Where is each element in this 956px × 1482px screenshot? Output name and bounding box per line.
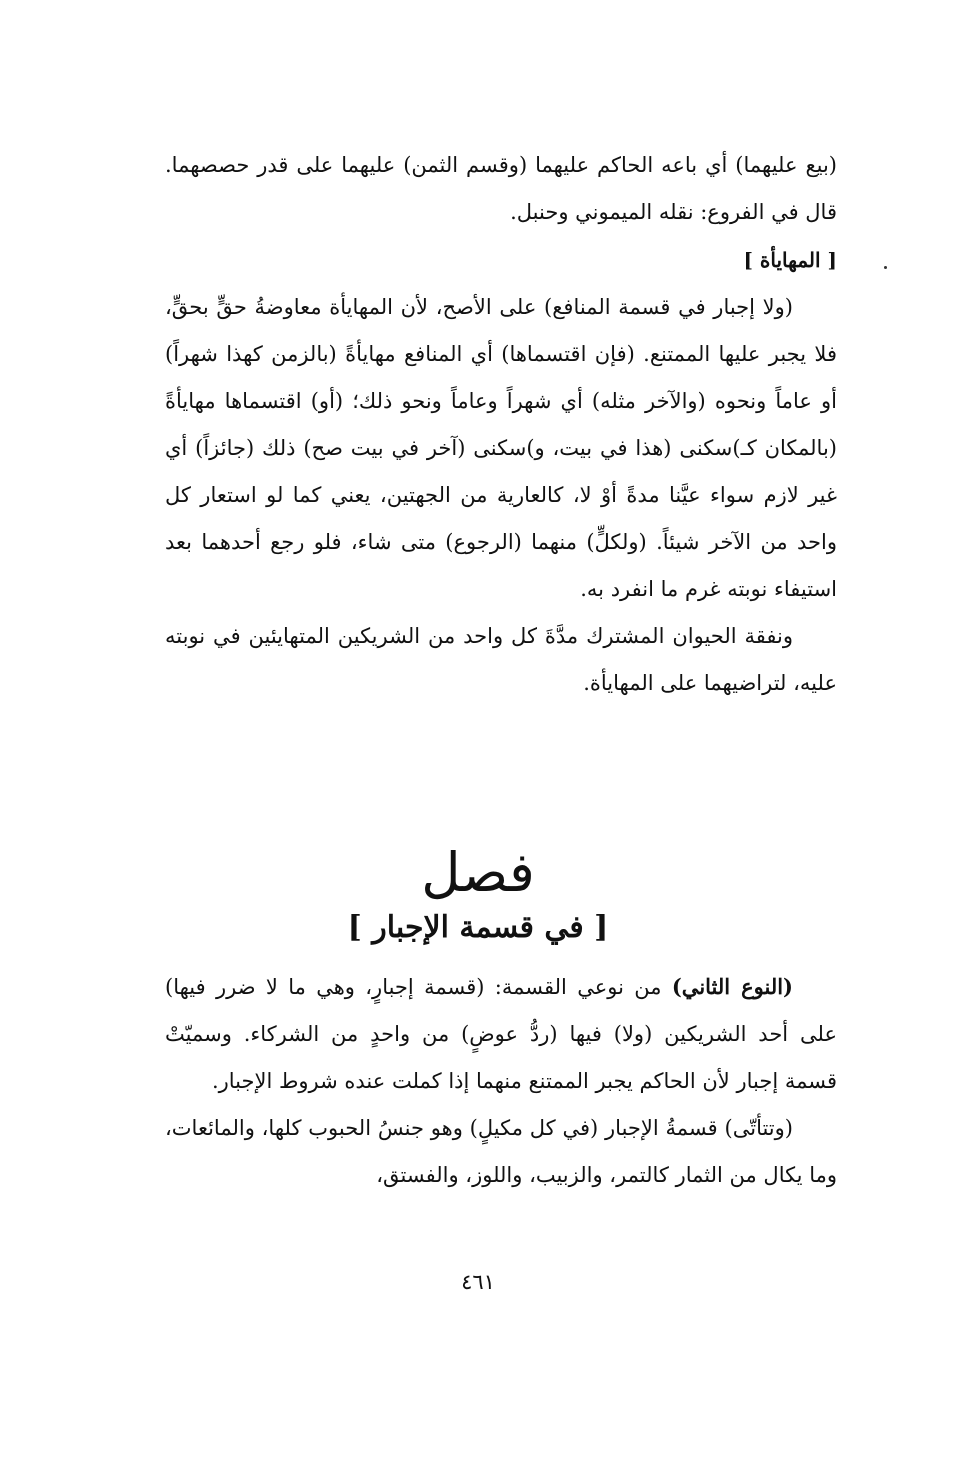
measured-goods-paragraph: (وتتأتّى) قسمةُ الإجبار (في كل مكيلٍ) وهو جنسُ الحبوب كلها، والمائعات، وما يكال من الثمار كالتمر، والزبيب، واللوز، والفستق، — [165, 1116, 837, 1187]
second-type-text: من نوعي القسمة: (قسمة إجبارٍ، وهي ما لا ضرر فيها) على أحد الشريكين (ولا) فيها (ردُّ عوضٍ) من واحدٍ من الشركاء. وسميّتْ قسمة إجبار لأن الحاكم يجبر الممتنع منهما إذا كملت عنده شروط الإجبار. — [165, 975, 837, 1093]
top-text-block — [165, 142, 837, 707]
section-heading-muhayaa: [ المهايأة ] — [743, 248, 837, 272]
second-type-paragraph — [165, 963, 837, 1105]
opening-paragraph: (بيع عليهما) أي باعه الحاكم عليهما (وقسم الثمن) عليهما على قدر حصصهما. قال في الفروع: نقله الميموني وحنبل. — [165, 153, 837, 224]
bottom-text-block — [165, 963, 837, 1199]
fasl-subtitle: [ في قسمة الإجبار ] — [347, 910, 609, 945]
muhayaa-paragraph: (ولا إجبار في قسمة المنافع) على الأصح، لأن المهايأة معاوضةُ حقٍّ بحقٍّ، فلا يجبر عليها الممتنع. (فإن اقتسماها) أي المنافع مهايأةً (بالزمن كهذا شهراً) أو عاماً ونحوه (والآخر مثله) أي شهراً وعاماً ونحو ذلك؛ (أو) اقتسماها مهايأةً (بالمكان كـ)سكنى (هذا في بيت، و)سكنى (آخر في بيت صح) ذلك (جائزاً) أي غير لازم سواء عيَّنا مدةً أوْ لا، كالعارية من الجهتين، يعني كما لو استعار كل واحد من الآخر شيئاً. (ولكلٍّ) منهما (الرجوع) متى شاء، فلو رجع أحدهما بعد استيفاء نوبته غرم ما انفرد به. — [165, 295, 837, 601]
animal-expense-paragraph: ونفقة الحيوان المشترك مدَّةَ كل واحد من الشريكين المتهايئين في نوبته عليه، لتراضيهما على المهايأة. — [165, 624, 837, 695]
fasl-title: فصل — [421, 841, 535, 904]
second-type-lead: (النوع الثاني) — [671, 974, 793, 999]
page-number: ٤٦١ — [461, 1270, 495, 1294]
margin-dot — [884, 266, 887, 269]
